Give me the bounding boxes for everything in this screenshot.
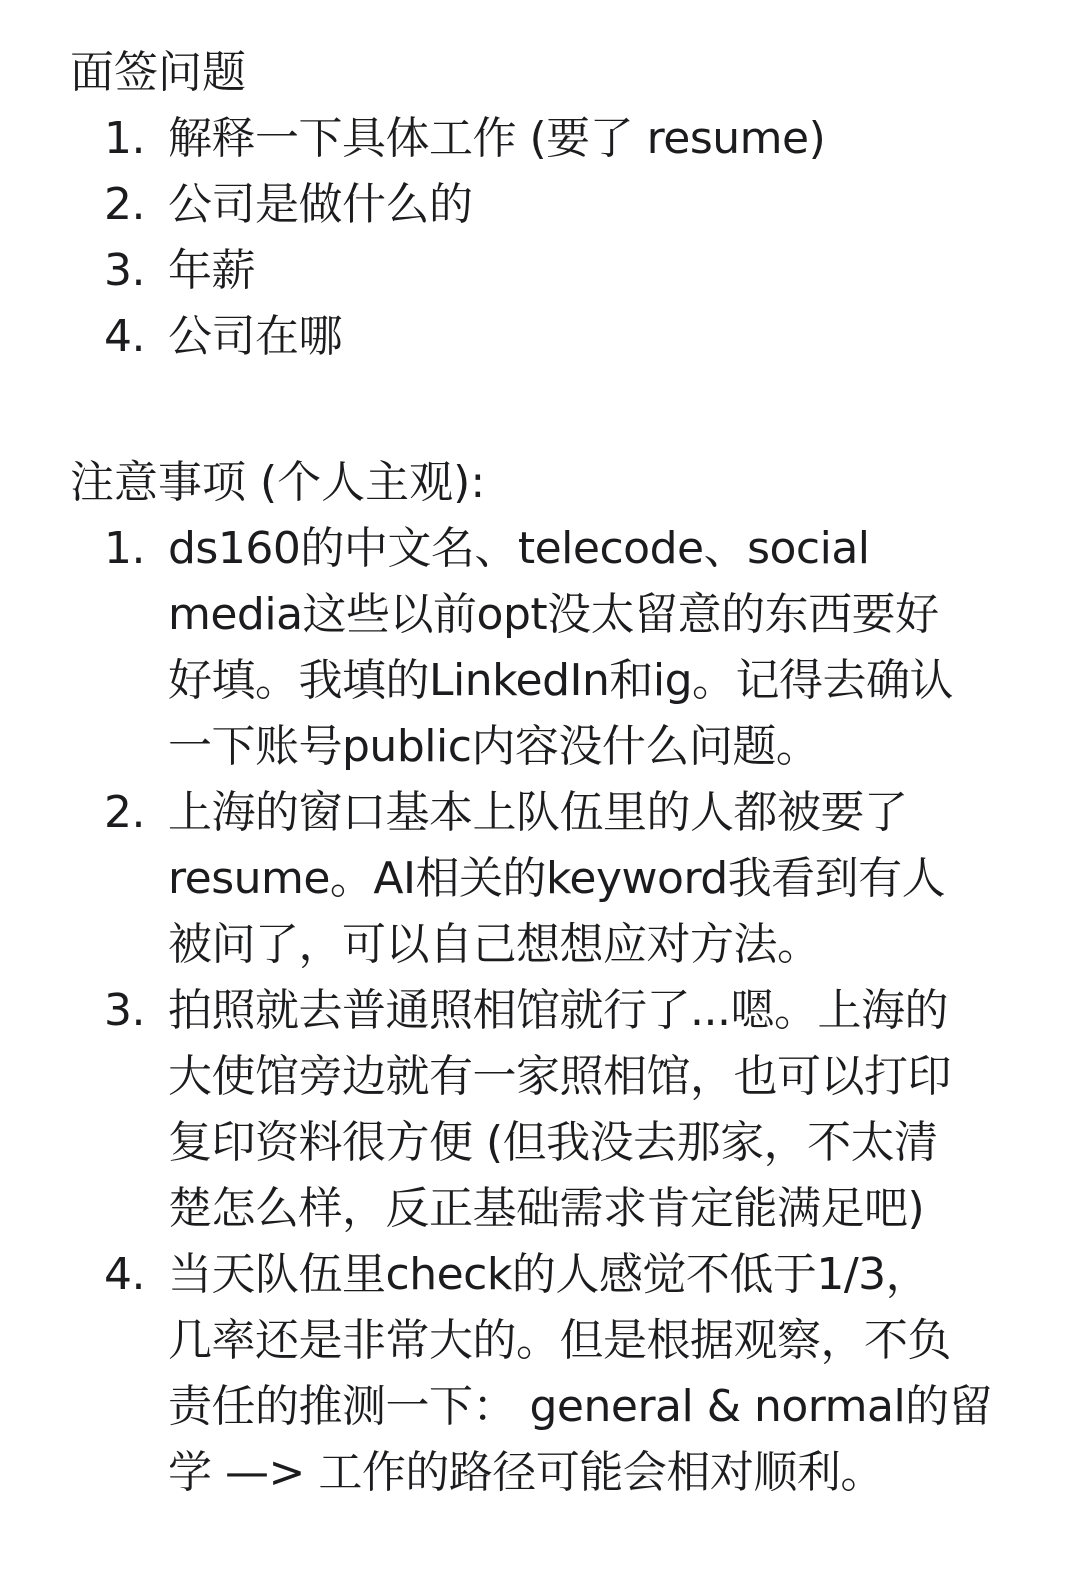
- note-content: [70, 40, 1030, 1506]
- list-number: 2.: [104, 787, 145, 838]
- list-item-text: 公司是做什么的: [168, 179, 473, 230]
- notes-list: [70, 516, 1030, 1506]
- list-item-text: 拍照就去普通照相馆就行了...嗯。上海的 大使馆旁边就有一家照相馆，也可以打印 复印资料很方便 (但我没去那家，不太清 楚怎么样，反正基础需求肯定能满足吧): [168, 985, 951, 1234]
- list-item-text: 公司在哪: [168, 311, 342, 362]
- list-number: 1.: [104, 523, 145, 574]
- list-item-text: ds160的中文名、telecode、social media这些以前opt没太留意的东西要好 好填。我填的LinkedIn和ig。记得去确认 一下账号public内容没什么问题。: [168, 523, 954, 772]
- list-item: [70, 172, 1030, 238]
- list-item: [70, 780, 1030, 978]
- interview-questions-list: [70, 106, 1030, 370]
- list-number: 3.: [104, 985, 145, 1036]
- list-item-text: 年薪: [168, 245, 255, 296]
- list-item-text: 解释一下具体工作 (要了 resume): [168, 113, 826, 164]
- list-number: 3.: [104, 245, 145, 296]
- list-item: [70, 516, 1030, 780]
- list-number: 4.: [104, 311, 145, 362]
- list-item: [70, 106, 1030, 172]
- list-item: [70, 1242, 1030, 1506]
- list-item-text: 上海的窗口基本上队伍里的人都被要了 resume。AI相关的keyword我看到有人 被问了，可以自己想想应对方法。: [168, 787, 946, 970]
- list-item: [70, 304, 1030, 370]
- list-number: 1.: [104, 113, 145, 164]
- list-item: [70, 978, 1030, 1242]
- section-title-notes: 注意事项 (个人主观):: [70, 457, 486, 508]
- list-item-text: 当天队伍里check的人感觉不低于1/3， 几率还是非常大的。但是根据观察，不负 责任的推测一下： general & normal的留 学 —> 工作的路径可能会相对顺利。: [168, 1249, 993, 1498]
- section-spacer: [70, 370, 1030, 450]
- list-item: [70, 238, 1030, 304]
- section-title-interview-questions: 面签问题: [70, 47, 246, 98]
- list-number: 4.: [104, 1249, 145, 1300]
- list-number: 2.: [104, 179, 145, 230]
